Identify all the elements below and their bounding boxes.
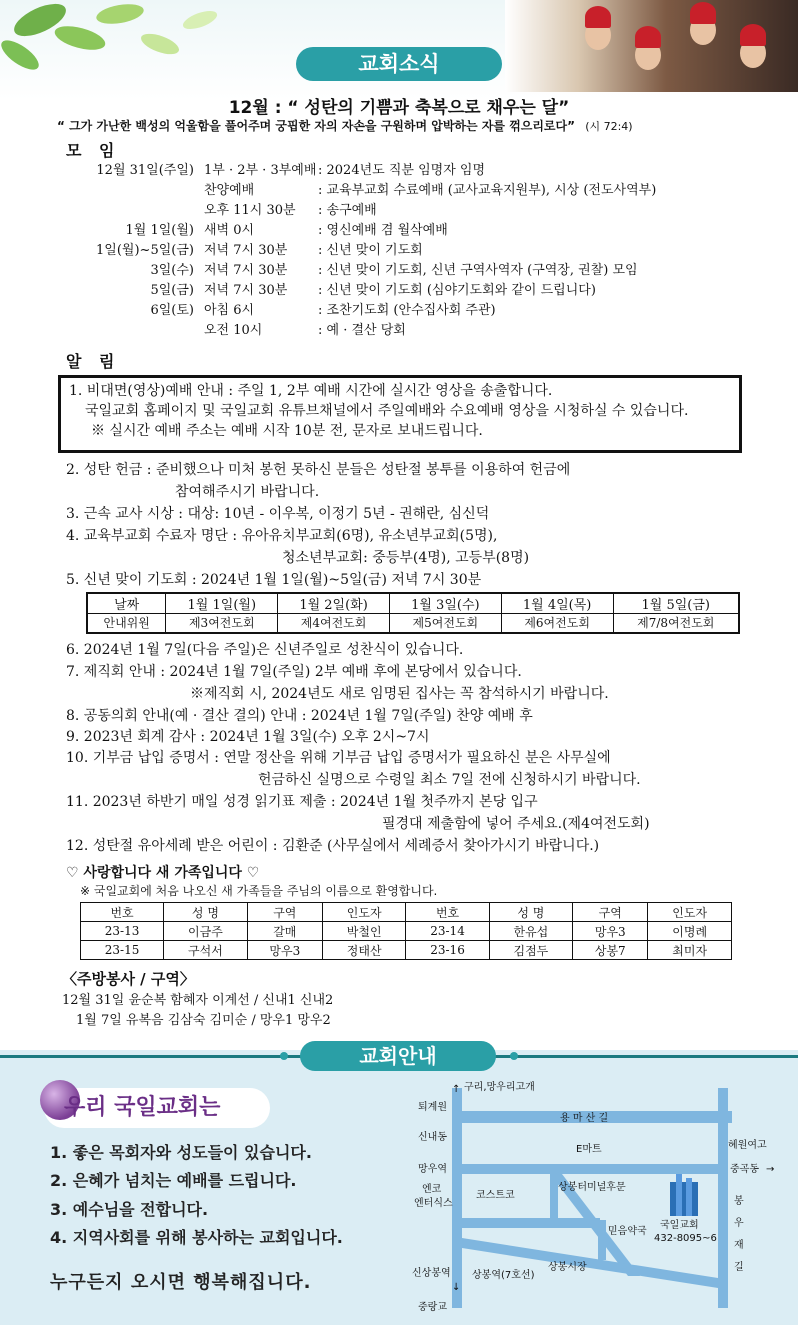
notice-5: 5. 신년 맞이 기도회 : 2024년 1월 1일(월)~5일(금) 저녁 7시 30분 <box>66 572 482 588</box>
notice-10-line-1: 10. 기부금 납입 증명서 : 연말 정산을 위해 기부금 납입 증명서가 필요하신 분은 사무실에 <box>66 750 611 766</box>
page-title: 교회소식 <box>296 47 502 81</box>
new-family-subtitle: ※ 국일교회에 처음 나오신 새 가족들을 주님의 이름으로 환영합니다. <box>80 884 438 898</box>
notice-3: 3. 근속 교사 시상 : 대상: 10년 - 이우복, 이정기 5년 - 권해란, 심신덕 <box>66 506 490 522</box>
map-label-terminal: 상봉터미널후문 <box>558 1182 626 1193</box>
meetings-heading: 모 임 <box>66 141 121 160</box>
location-map <box>400 1078 790 1318</box>
map-label-costco: 코스트코 <box>476 1190 515 1201</box>
schedule-date: 1일(월)~5일(금) <box>96 243 194 258</box>
church-point-3: 3. 예수님을 전합니다. <box>50 1200 209 1219</box>
prayer-schedule-table <box>86 592 740 634</box>
welcome-message: 누구든지 오시면 행복해집니다. <box>50 1272 312 1293</box>
notice-2-line-1: 2. 성탄 헌금 : 준비했으나 미처 봉헌 못하신 분들은 성탄절 봉투를 이용하여 헌금에 <box>66 462 571 478</box>
new-family-cell: 망우3 <box>247 941 322 960</box>
map-label-market: 상봉시장 <box>548 1262 587 1273</box>
map-label-pharmacy: 믿음약국 <box>608 1226 647 1237</box>
new-family-cell: 구석서 <box>164 941 248 960</box>
map-label-gil: 길 <box>734 1262 744 1273</box>
schedule-time: 저녁 7시 30분 <box>204 283 288 298</box>
schedule-date <box>66 321 198 341</box>
map-label-sinnae: 신내동 <box>418 1132 447 1143</box>
schedule-row <box>66 281 656 301</box>
bible-verse <box>57 117 633 134</box>
map-label-toegyewon: 퇴계원 <box>418 1102 447 1113</box>
decor-dot <box>510 1052 518 1060</box>
map-label-jungnang: 중랑교 <box>418 1302 447 1313</box>
new-family-cell: 망우3 <box>573 922 648 941</box>
map-label-entec: 엔터식스 <box>414 1198 453 1209</box>
leaves-illustration <box>0 0 240 80</box>
schedule-date: 3일(수) <box>150 263 194 278</box>
map-label-bong: 봉 <box>734 1196 744 1207</box>
decor-dot <box>280 1052 288 1060</box>
schedule-date: 5일(금) <box>150 283 194 298</box>
notice-7-line-1: 7. 제직회 안내 : 2024년 1월 7일(주일) 2부 예배 후에 본당에서 있습니다. <box>66 664 522 680</box>
schedule-row <box>66 261 656 281</box>
kitchen-service-heading: 〈주방봉사 / 구역〉 <box>62 970 195 988</box>
new-family-cell: 이명례 <box>648 922 732 941</box>
schedule-desc: : 송구예배 <box>318 203 377 218</box>
schedule-date: 12월 31일(주일) <box>96 163 194 178</box>
schedule-desc: : 신년 맞이 기도회 (심야기도회와 같이 드립니다) <box>318 283 596 298</box>
new-family-cell: 23-14 <box>406 922 489 941</box>
schedule-time: 오후 11시 30분 <box>204 203 296 218</box>
new-family-head-cell: 번호 <box>406 903 489 922</box>
schedule-desc: : 2024년도 직분 임명자 임명 <box>318 163 486 178</box>
schedule-row <box>66 241 656 261</box>
header-banner <box>0 0 798 100</box>
schedule-desc: : 조찬기도회 (안수집사회 주관) <box>318 303 496 318</box>
map-label-sinsangbong: 신상봉역 <box>412 1268 451 1279</box>
month-theme: 12월 : “ 성탄의 기쁨과 축복으로 채우는 달” <box>228 98 570 118</box>
new-family-table <box>80 902 732 960</box>
kitchen-row-2: 1월 7일 유복음 김삼숙 김미순 / 망우1 망우2 <box>76 1013 331 1028</box>
prayer-table-cell: 제5여전도회 <box>389 614 501 633</box>
new-family-head-cell: 인도자 <box>648 903 732 922</box>
new-family-heading: ♡ 사랑합니다 새 가족입니다 ♡ <box>66 865 260 881</box>
schedule-time: 오전 10시 <box>204 323 263 338</box>
church-title: 우리 국일교회는 <box>64 1095 221 1120</box>
schedule-time: 아침 6시 <box>204 303 255 318</box>
notice-10-line-2: 헌금하신 실명으로 수령일 최소 7일 전에 신청하시기 바랍니다. <box>258 772 641 788</box>
schedule-row <box>66 161 656 181</box>
notices-heading: 알 림 <box>66 352 121 371</box>
schedule-desc: : 영신예배 겸 월삭예배 <box>318 223 448 238</box>
new-family-header <box>81 903 732 922</box>
schedule-date <box>66 201 198 221</box>
new-family-cell: 23-16 <box>406 941 489 960</box>
schedule-time: 찬양예배 <box>204 183 255 198</box>
map-label-mangu: 망우역 <box>418 1164 447 1175</box>
new-family-cell: 박철인 <box>322 922 406 941</box>
map-label-yongmasan: 용 마 산 길 <box>560 1113 609 1124</box>
new-family-cell: 이금주 <box>164 922 248 941</box>
christmas-choir-photo <box>505 0 798 92</box>
online-worship-notice <box>58 375 742 453</box>
new-family-head-cell: 인도자 <box>322 903 406 922</box>
notice-1-line-1: 1. 비대면(영상)예배 안내 : 주일 1, 2부 예배 시간에 실시간 영상을 송출합니다. <box>69 383 553 399</box>
new-family-cell: 상봉7 <box>573 941 648 960</box>
prayer-table-head-cell: 1월 5일(금) <box>613 593 739 614</box>
prayer-table-cell: 제3여전도회 <box>166 614 278 633</box>
schedule-desc: : 교육부교회 수료예배 (교사교육지원부), 시상 (전도사역부) <box>318 183 657 198</box>
schedule-row <box>66 181 656 201</box>
map-label-church: 국일교회 <box>660 1220 699 1231</box>
verse-reference: (시 72:4) <box>585 120 633 133</box>
new-family-cell: 김점두 <box>489 941 573 960</box>
map-label-emart: E마트 <box>576 1144 602 1155</box>
notice-11-line-1: 11. 2023년 하반기 매일 성경 읽기표 제출 : 2024년 1월 첫주까지 본당 입구 <box>66 794 538 810</box>
prayer-table-head-cell: 1월 2일(화) <box>278 593 390 614</box>
schedule-desc: : 신년 맞이 기도회, 신년 구역사역자 (구역장, 권찰) 모임 <box>318 263 638 278</box>
map-label-u: 우 <box>734 1218 744 1229</box>
new-family-head-cell: 구역 <box>247 903 322 922</box>
schedule-desc: : 예 · 결산 당회 <box>318 323 406 338</box>
new-family-head-cell: 번호 <box>81 903 164 922</box>
church-point-2: 2. 은혜가 넘치는 예배를 드립니다. <box>50 1171 297 1190</box>
notice-7-line-2: ※제직회 시, 2024년도 새로 임명된 집사는 꼭 참석하시기 바랍니다. <box>190 686 609 702</box>
prayer-table-head-cell: 1월 4일(목) <box>501 593 613 614</box>
map-label-sangbong: 상봉역(7호선) <box>472 1270 535 1281</box>
schedule-date: 6일(토) <box>150 303 194 318</box>
prayer-table-cell: 제7/8여전도회 <box>613 614 739 633</box>
notice-11-line-2: 필경대 제출함에 넣어 주세요.(제4여전도회) <box>382 816 650 832</box>
arrow-right-icon: → <box>766 1164 775 1175</box>
prayer-table-cell: 제4여전도회 <box>278 614 390 633</box>
new-family-head-cell: 구역 <box>573 903 648 922</box>
new-family-cell: 한유섭 <box>489 922 573 941</box>
schedule-time: 1부 · 2부 · 3부예배 <box>204 163 317 178</box>
schedule-row <box>66 301 656 321</box>
prayer-table-cell: 안내위원 <box>87 614 166 633</box>
new-family-cell: 최미자 <box>648 941 732 960</box>
notice-4-line-2: 청소년부교회: 중등부(4명), 고등부(8명) <box>282 550 530 566</box>
schedule-row <box>66 221 656 241</box>
schedule-time: 저녁 7시 30분 <box>204 243 288 258</box>
notice-8: 8. 공동의회 안내(예 · 결산 결의) 안내 : 2024년 1월 7일(주일) 찬양 예배 후 <box>66 708 533 724</box>
notice-9: 9. 2023년 회계 감사 : 2024년 1월 3일(수) 오후 2시~7시 <box>66 729 430 745</box>
kitchen-row-1: 12월 31일 윤순복 함혜자 이계선 / 신내1 신내2 <box>62 993 334 1008</box>
notice-2-line-2: 참여해주시기 바랍니다. <box>175 484 320 500</box>
prayer-table-head-cell: 1월 3일(수) <box>389 593 501 614</box>
new-family-cell: 23-15 <box>81 941 164 960</box>
schedule-time: 저녁 7시 30분 <box>204 263 288 278</box>
map-label-hyewon: 혜원여고 <box>728 1140 767 1151</box>
schedule-date: 1월 1일(월) <box>125 223 194 238</box>
meetings-schedule <box>66 161 656 341</box>
prayer-table-row <box>87 614 739 633</box>
new-family-cell: 정태산 <box>322 941 406 960</box>
arrow-up-icon: ↑ <box>452 1084 461 1095</box>
schedule-desc: : 신년 맞이 기도회 <box>318 243 423 258</box>
schedule-time: 새벽 0시 <box>204 223 255 238</box>
church-point-1: 1. 좋은 목회자와 성도들이 있습니다. <box>50 1143 312 1162</box>
church-point-4: 4. 지역사회를 위해 봉사하는 교회입니다. <box>50 1228 343 1247</box>
map-label-phone: 432-8095~6 <box>654 1233 717 1244</box>
prayer-table-head-cell: 날짜 <box>87 593 166 614</box>
new-family-head-cell: 성 명 <box>164 903 248 922</box>
notice-4-line-1: 4. 교육부교회 수료자 명단 : 유아유치부교회(6명), 유소년부교회(5명), <box>66 528 498 544</box>
map-label-junggok: 중곡동 <box>730 1164 759 1175</box>
schedule-row <box>66 201 656 221</box>
church-building-icon <box>670 1174 698 1216</box>
verse-text: “ 그가 가난한 백성의 억울함을 풀어주며 궁핍한 자의 자손을 구원하며 압박하는 자를 꺾으리로다” <box>57 119 580 133</box>
arrow-down-icon: ↓ <box>452 1282 461 1293</box>
prayer-table-header <box>87 593 739 614</box>
prayer-table-head-cell: 1월 1일(월) <box>166 593 278 614</box>
notice-1-line-2: 국일교회 홈페이지 및 국일교회 유튜브채널에서 주일예배와 수요예배 영상을 시청하실 수 있습니다. <box>85 403 689 419</box>
notice-12: 12. 성탄절 유아세례 받은 어린이 : 김환준 (사무실에서 세례증서 찾아가시기 바랍니다.) <box>66 838 600 854</box>
schedule-row <box>66 321 656 341</box>
map-label-guri: 구리,망우리고개 <box>464 1082 535 1093</box>
schedule-date <box>66 181 198 201</box>
new-family-cell: 갈매 <box>247 922 322 941</box>
table-row <box>81 922 732 941</box>
table-row <box>81 941 732 960</box>
prayer-table-cell: 제6여전도회 <box>501 614 613 633</box>
notice-6: 6. 2024년 1월 7일(다음 주일)은 신년주일로 성찬식이 있습니다. <box>66 642 464 658</box>
notice-1-line-3: ※ 실시간 예배 주소는 예배 시작 10분 전, 문자로 보내드립니다. <box>91 423 483 439</box>
church-guide-title: 교회안내 <box>300 1041 496 1071</box>
map-label-jae: 재 <box>734 1240 744 1251</box>
new-family-head-cell: 성 명 <box>489 903 573 922</box>
map-label-enco: 엔코 <box>422 1184 442 1195</box>
new-family-cell: 23-13 <box>81 922 164 941</box>
